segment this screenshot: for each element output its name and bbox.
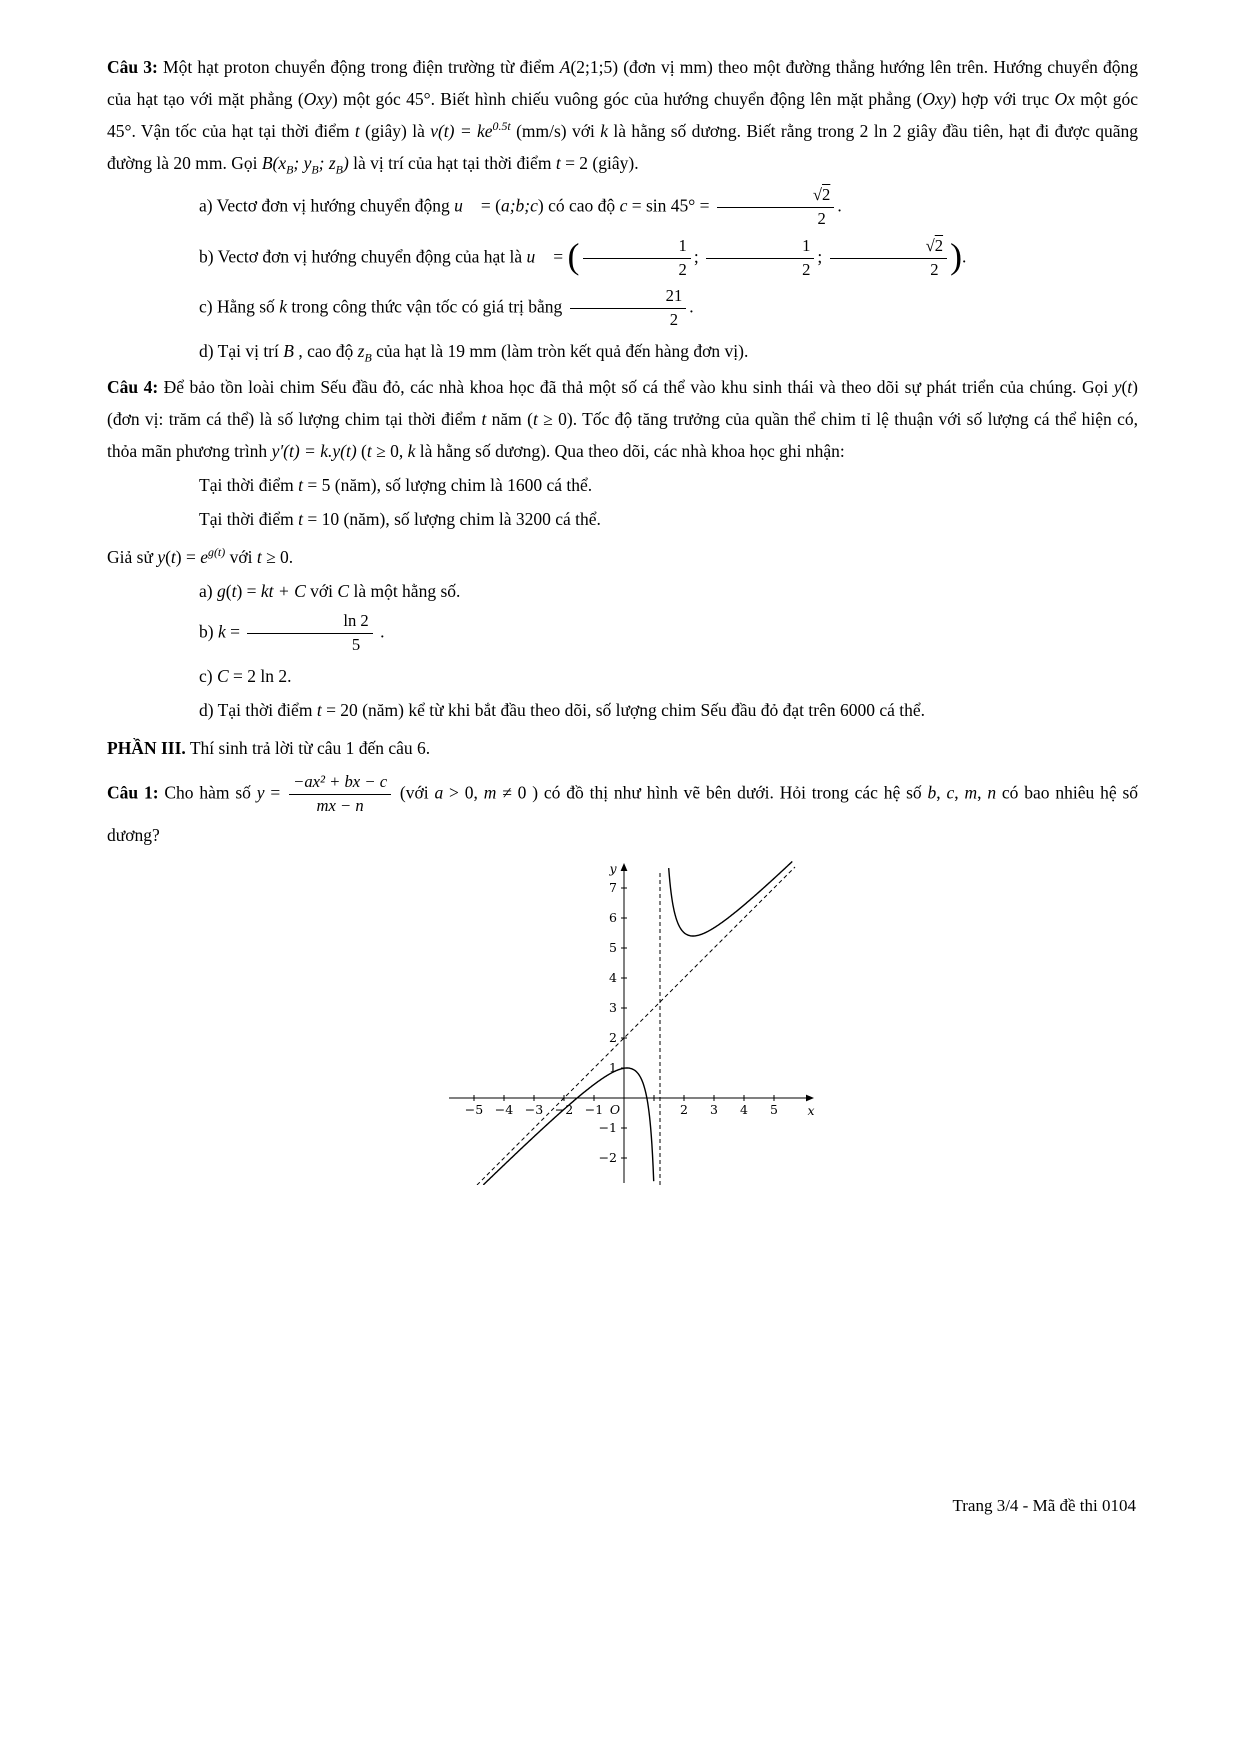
cau4-item-c bbox=[107, 660, 1138, 692]
seg-i: ) bbox=[342, 153, 349, 174]
seg-i: t bbox=[354, 121, 360, 142]
seg-i: ; z bbox=[318, 153, 336, 174]
fraction-numerator: −ax² + bx − c bbox=[289, 772, 391, 795]
page-footer: Trang 3/4 - Mã đề thi 0104 bbox=[952, 1496, 1136, 1515]
fraction-denominator: 2 bbox=[802, 259, 811, 279]
seg-r: = 20 (năm) kể từ khi bắt đầu theo dõi, số lượng chim Sếu đầu đỏ đạt trên 6000 cá thể. bbox=[321, 699, 926, 720]
seg-i: y bbox=[157, 547, 166, 568]
cau4-item-b bbox=[107, 609, 1138, 658]
sqrt-radicand: 2 bbox=[822, 185, 831, 205]
seg-r: là hằng số dương. Biết rằng trong 2 ln 2 giây đầu tiên, hạt đi được quãng đường là 20 mm. Gọi bbox=[107, 121, 1138, 174]
seg-r: c) Hằng số bbox=[199, 296, 280, 317]
seg-b: Câu 1: bbox=[107, 782, 159, 803]
cau4-item-a bbox=[107, 575, 1138, 607]
seg-r: . bbox=[689, 296, 694, 317]
cau3-item-c bbox=[107, 284, 1138, 333]
x-tick-label: 4 bbox=[740, 1101, 748, 1117]
seg-r: , bbox=[977, 782, 988, 803]
seg-r: = bbox=[264, 782, 287, 803]
seg-r: ) hợp với trục bbox=[950, 89, 1055, 110]
seg-r: Một hạt proton chuyển động trong điện trường từ điểm bbox=[157, 57, 560, 77]
seg-r: = 10 (năm), số lượng chim là 3200 cá thể. bbox=[303, 509, 601, 530]
seg-r: . bbox=[962, 246, 967, 267]
seg-r: Thí sinh trả lời từ câu 1 đến câu 6. bbox=[185, 738, 431, 758]
cau1-intro bbox=[107, 770, 1138, 851]
seg-i: a bbox=[434, 782, 444, 803]
seg-i: v(t) = ke bbox=[430, 121, 493, 142]
seg-i: t bbox=[481, 409, 487, 430]
seg-r: năm ( bbox=[486, 409, 533, 430]
seg-frac bbox=[830, 236, 947, 281]
seg-r: , cao độ bbox=[293, 341, 358, 362]
seg-i: B(x bbox=[261, 153, 287, 174]
seg-r: = sin 45° = bbox=[627, 195, 714, 216]
seg-r: ; bbox=[693, 246, 704, 267]
y-axis-label: y bbox=[609, 860, 617, 876]
seg-r: là vị trí của hạt tại thời điểm bbox=[348, 153, 556, 174]
seg-i: k bbox=[600, 121, 608, 142]
seg-i: B bbox=[283, 341, 294, 362]
seg-r: (giây) là bbox=[359, 121, 431, 142]
seg-r: ; bbox=[817, 246, 827, 267]
seg-r: (2;1;5) (đơn vị mm) theo một đường thẳng hướng lên trên. Hướng chuyển động của hạt tạo với mặt phẳng ( bbox=[107, 57, 1138, 110]
seg-r: ) = bbox=[236, 581, 261, 602]
seg-rp: ) bbox=[950, 236, 963, 277]
y-tick-label: −2 bbox=[598, 1149, 617, 1165]
seg-r: c) bbox=[199, 665, 217, 686]
seg-i: y bbox=[1113, 377, 1122, 398]
seg-i: Oxy bbox=[922, 89, 951, 110]
seg-sub: B bbox=[311, 162, 319, 177]
seg-r: d) Tại vị trí bbox=[199, 341, 284, 362]
seg-r: ) = bbox=[175, 547, 201, 568]
seg-i: t bbox=[316, 699, 322, 720]
seg-r: , bbox=[936, 782, 947, 803]
seg-i: k bbox=[279, 296, 287, 317]
seg-i: t bbox=[170, 547, 176, 568]
seg-r: với bbox=[225, 547, 257, 568]
seg-sub: B bbox=[286, 162, 294, 177]
seg-i: Ox bbox=[1054, 89, 1075, 110]
seg-i: m bbox=[964, 782, 978, 803]
fraction-numerator: 1 bbox=[583, 236, 691, 259]
x-tick-label: −3 bbox=[524, 1101, 544, 1117]
exam-content bbox=[107, 51, 1138, 1190]
cau3-intro bbox=[107, 51, 1138, 181]
seg-frac bbox=[706, 236, 814, 281]
seg-i: k bbox=[407, 441, 416, 462]
seg-i: b bbox=[927, 782, 937, 803]
seg-r: = 2 ln 2. bbox=[228, 665, 292, 686]
x-tick-label: −4 bbox=[494, 1101, 514, 1117]
cau4-intro bbox=[107, 371, 1138, 467]
seg-frac bbox=[583, 236, 691, 281]
seg-i: g bbox=[216, 581, 226, 602]
seg-frac bbox=[570, 286, 687, 331]
seg-r: với bbox=[305, 581, 338, 602]
seg-i: t bbox=[555, 153, 561, 174]
seg-i: e bbox=[200, 547, 209, 568]
seg-r: a) Vectơ đơn vị hướng chuyển động bbox=[199, 195, 455, 216]
seg-i: c bbox=[946, 782, 955, 803]
seg-i: y′(t) = k.y(t) bbox=[271, 441, 357, 462]
seg-frac bbox=[247, 611, 372, 656]
x-tick-label: −1 bbox=[584, 1101, 604, 1117]
x-axis-label: x bbox=[807, 1102, 815, 1118]
y-tick-label: 5 bbox=[609, 939, 617, 955]
cau3-item-d bbox=[107, 335, 1138, 369]
y-tick-label: 1 bbox=[609, 1059, 617, 1075]
fraction-denominator: 2 bbox=[930, 259, 939, 279]
seg-r: (với bbox=[394, 782, 435, 803]
seg-i: y bbox=[256, 782, 265, 803]
seg-r: = 2 (giây). bbox=[560, 153, 639, 174]
fraction-numerator: ln 2 bbox=[247, 611, 372, 634]
y-axis-arrow bbox=[621, 863, 628, 871]
y-tick-label: −1 bbox=[598, 1119, 617, 1135]
graph-container bbox=[447, 861, 1138, 1190]
seg-r: = bbox=[548, 246, 568, 267]
cau4-item-d bbox=[107, 694, 1138, 726]
seg-r: d) Tại thời điểm bbox=[199, 699, 317, 720]
seg-r: ( bbox=[165, 547, 171, 568]
seg-r: của hạt là 19 mm (làm tròn kết quả đến hàng đơn vị). bbox=[371, 341, 749, 362]
seg-r: Để bảo tồn loài chim Sếu đầu đỏ, các nhà khoa học đã thả một số cá thể vào khu sinh thái và theo dõi sự phát triển của chúng. Gọi bbox=[158, 377, 1114, 398]
seg-r: = ( bbox=[476, 195, 501, 216]
fraction-denominator: 5 bbox=[351, 635, 361, 655]
seg-i: A bbox=[559, 57, 571, 77]
seg-i: t bbox=[231, 581, 237, 602]
x-tick-label: 3 bbox=[710, 1101, 718, 1117]
seg-b: Câu 3: bbox=[107, 57, 158, 77]
seg-r: ) (đơn vị: trăm cá thể) là số lượng chim tại thời điểm bbox=[107, 377, 1138, 430]
y-tick-label: 3 bbox=[609, 999, 617, 1015]
y-tick-label: 4 bbox=[609, 969, 617, 985]
seg-i: kt + C bbox=[260, 581, 306, 602]
seg-r: (mm/s) với bbox=[510, 121, 601, 142]
seg-sub: B bbox=[364, 350, 372, 365]
cau4-assumption bbox=[107, 541, 1138, 573]
seg-r: Cho hàm số bbox=[158, 782, 257, 803]
seg-b: PHẦN III. bbox=[107, 738, 186, 758]
seg-i: a;b;c bbox=[500, 195, 538, 216]
seg-r: b) bbox=[199, 621, 218, 642]
origin-label: O bbox=[609, 1101, 621, 1117]
seg-b: Câu 4: bbox=[107, 377, 159, 398]
seg-r: ( bbox=[1121, 377, 1128, 398]
seg-r: một góc 45°. Vận tốc của hạt tại thời điểm bbox=[107, 89, 1139, 142]
seg-i: u⃗ bbox=[526, 246, 549, 267]
seg-sup: g(t) bbox=[208, 545, 226, 560]
curve-right-branch bbox=[669, 861, 793, 936]
seg-r: . bbox=[837, 195, 842, 216]
curve-left-branch bbox=[483, 1068, 653, 1185]
seg-r: có bao nhiêu hệ số dương? bbox=[107, 782, 1139, 845]
seg-i: t bbox=[366, 441, 372, 462]
seg-i: t bbox=[298, 509, 304, 530]
seg-i: k bbox=[217, 621, 226, 642]
fraction-numerator: √2 bbox=[717, 185, 834, 208]
seg-i: C bbox=[337, 581, 350, 602]
x-tick-label: −5 bbox=[464, 1101, 484, 1117]
cau4-observation-1 bbox=[107, 469, 1138, 501]
seg-r: , bbox=[954, 782, 965, 803]
seg-r: ( bbox=[225, 581, 232, 602]
seg-r: là một hằng số. bbox=[349, 581, 461, 602]
cau3-item-b bbox=[107, 234, 1138, 283]
seg-frac bbox=[289, 772, 391, 817]
seg-r: ( bbox=[356, 441, 367, 462]
x-axis-arrow bbox=[806, 1094, 814, 1101]
seg-i: n bbox=[987, 782, 997, 803]
seg-r: Giả sử bbox=[107, 547, 158, 568]
fraction-numerator: 1 bbox=[706, 236, 814, 259]
seg-sup: 0.5t bbox=[492, 119, 511, 134]
fraction-denominator: 2 bbox=[678, 259, 687, 279]
seg-i: ; y bbox=[293, 153, 312, 174]
seg-r: ) một góc 45°. Biết hình chiếu vuông góc của hướng chuyển động lên mặt phẳng ( bbox=[331, 89, 923, 110]
y-tick-label: 7 bbox=[609, 879, 617, 895]
seg-r: ≥ 0). Tốc độ tăng trưởng của quần thể chim tỉ lệ thuận với số lượng cá thể hiện có, thỏa mãn phương trình bbox=[107, 409, 1138, 462]
phan3-heading bbox=[107, 732, 1138, 764]
y-tick-label: 2 bbox=[609, 1029, 617, 1045]
function-graph bbox=[447, 861, 816, 1185]
seg-i: Oxy bbox=[303, 89, 332, 110]
seg-i: c bbox=[619, 195, 628, 216]
seg-r: là hằng số dương). Qua theo dõi, các nhà khoa học ghi nhận: bbox=[415, 441, 845, 462]
fraction-denominator: 2 bbox=[669, 310, 679, 330]
seg-r: ) có cao độ bbox=[537, 195, 620, 216]
seg-r: ≥ 0. bbox=[261, 547, 294, 568]
seg-r: . bbox=[375, 621, 385, 642]
fraction-numerator: 21 bbox=[570, 286, 687, 309]
seg-i: t bbox=[532, 409, 538, 430]
seg-i: z bbox=[357, 341, 365, 362]
seg-r: ≥ 0, bbox=[371, 441, 408, 462]
sqrt-radicand: 2 bbox=[934, 235, 944, 255]
fraction-denominator: 2 bbox=[817, 209, 826, 229]
x-tick-label: 2 bbox=[680, 1101, 688, 1117]
cau4-observation-2 bbox=[107, 503, 1138, 535]
seg-i: C bbox=[216, 665, 229, 686]
seg-frac bbox=[717, 185, 834, 230]
seg-r: b) Vectơ đơn vị hướng chuyển động của hạt là bbox=[199, 246, 527, 267]
x-tick-label: −2 bbox=[554, 1101, 574, 1117]
seg-r: Tại thời điểm bbox=[199, 475, 299, 496]
oblique-asymptote bbox=[477, 867, 795, 1185]
seg-i: t bbox=[256, 547, 262, 568]
seg-i: u⃗ bbox=[454, 195, 477, 216]
seg-r: > 0, bbox=[443, 782, 484, 803]
y-tick-label: 6 bbox=[609, 909, 617, 925]
fraction-denominator: mx − n bbox=[316, 795, 364, 815]
x-tick-label: 5 bbox=[770, 1101, 778, 1117]
seg-r: trong công thức vận tốc có giá trị bằng bbox=[286, 296, 567, 317]
seg-r: ≠ 0 ) có đồ thị như hình vẽ bên dưới. Hỏi trong các hệ số bbox=[496, 782, 928, 803]
seg-r: = 5 (năm), số lượng chim là 1600 cá thể. bbox=[303, 475, 593, 496]
seg-r: Tại thời điểm bbox=[199, 509, 299, 530]
seg-lp: ( bbox=[567, 236, 580, 277]
seg-sub: B bbox=[335, 162, 343, 177]
seg-i: m bbox=[483, 782, 497, 803]
seg-r: = bbox=[225, 621, 245, 642]
seg-i: t bbox=[1127, 377, 1133, 398]
seg-r: a) bbox=[199, 581, 217, 602]
seg-i: t bbox=[298, 475, 304, 496]
cau3-item-a bbox=[107, 183, 1138, 232]
fraction-numerator: √2 bbox=[830, 236, 947, 259]
